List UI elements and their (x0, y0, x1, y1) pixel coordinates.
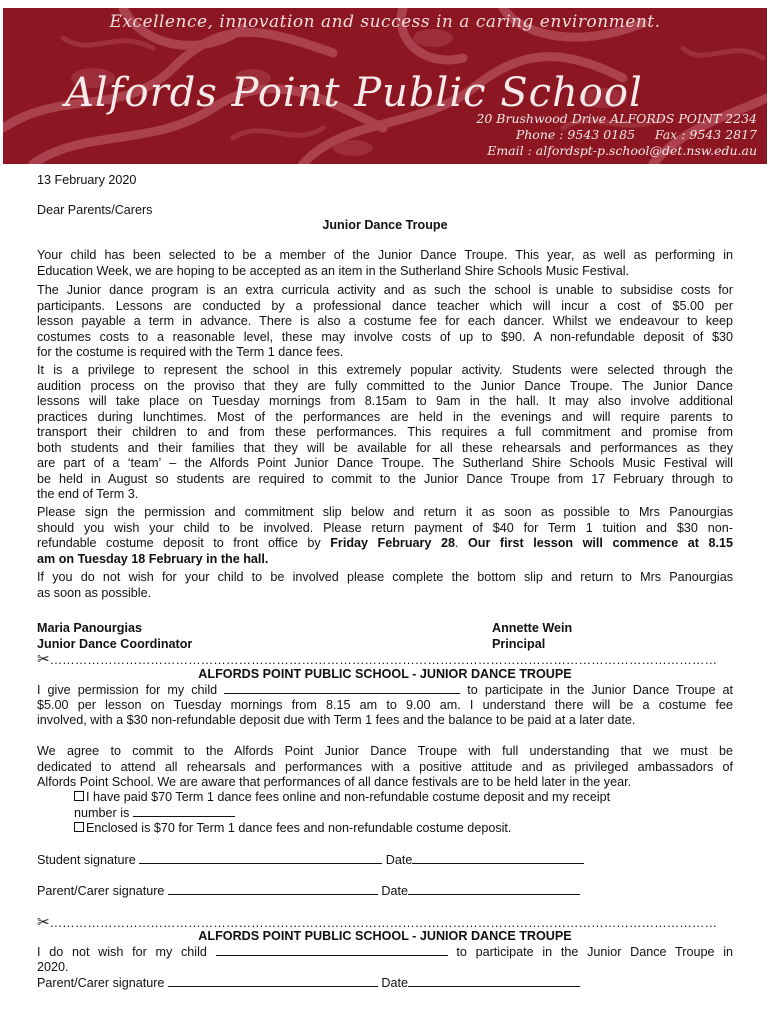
coordinator-role: Junior Dance Coordinator (37, 637, 193, 651)
text-line: are part of a ‘team’ – the Alfords Point Junior Dance Troupe. The Sutherland Shire Schools Music Festival will (37, 456, 733, 470)
date-label: Date (381, 884, 409, 898)
scissors-icon: ✂ (37, 914, 50, 931)
dotted-line: …………………………………………………………………………………………………………………………………………… (49, 653, 718, 667)
paragraph-3 (37, 363, 733, 503)
text-line: practices during lunchtimes. Most of the performances are held in the evenings and will require parents to (37, 409, 733, 424)
school-banner (3, 8, 767, 164)
text-line: costumes costs to a reasonable level, these may involve costs of up to $90. A non-refundable deposit of $30 (37, 329, 733, 344)
school-address: 20 Brushwood Drive ALFORDS POINT 2234 (476, 111, 757, 126)
student-signature-field[interactable] (139, 852, 382, 864)
text-line: Your child has been selected to be a member of the Junior Dance Troupe. This year, as well as performing in (37, 248, 733, 262)
principal-role: Principal (492, 637, 546, 651)
text-line (37, 536, 733, 552)
school-phone-fax (516, 127, 757, 142)
receipt-number-row (74, 805, 235, 822)
text-line: It is a privilege to represent the school in this extremely popular activity. Students were selected through the (37, 363, 733, 377)
text-line: Please sign the permission and commitment slip below and return it as soon as possible to Mrs Panourgias (37, 505, 733, 519)
text-line: dedicated to attend all rehearsals and performances with a positive attitude and as privileged ambassadors of (37, 759, 733, 774)
text-line: The Junior dance program is an extra curricula activity and as such the school is unable to subsidise costs for (37, 283, 733, 297)
parent-date-field[interactable] (408, 883, 580, 895)
text-line: transport their children to and from these performances. This requires a full commitment and promise from (37, 425, 733, 439)
paragraph-5 (37, 570, 733, 601)
decline-text: to participate in the Junior Dance Troupe in (456, 945, 733, 959)
text-line (37, 944, 733, 960)
option-paid-online[interactable] (74, 790, 610, 806)
text-line: as soon as possible. (37, 585, 152, 600)
permission-label: I give permission for my child (37, 683, 218, 697)
payment-deadline: Friday February 28 (330, 536, 455, 550)
option-text: Enclosed is $70 for Term 1 dance fees and non-refundable costume deposit. (86, 821, 512, 835)
receipt-label: number is (74, 806, 130, 820)
text-line: involved, with a $30 non-refundable deposit due with Term 1 fees and the balance to be paid at a later date. (37, 713, 636, 727)
decline-parent-signature-field[interactable] (168, 975, 378, 987)
text-fragment: . (454, 536, 468, 550)
text-line: should you wish your child to be involved. Please return payment of $40 for Term 1 tuition and $30 non- (37, 520, 733, 535)
decline-date-field[interactable] (408, 975, 580, 987)
paragraph-4 (37, 505, 733, 567)
text-line: Education Week, we are hoping to be accepted as an item in the Sutherland Shire Schools Music Festival. (37, 263, 630, 278)
text-line: If you do not wish for your child to be involved please complete the bottom slip and return to Mrs Panourgias (37, 570, 733, 584)
text-line: participants. Lessons are conducted by a professional dance teacher which will incur a cost of $5.00 per (37, 298, 733, 313)
letter-date: 13 February 2020 (37, 173, 137, 187)
cut-line (37, 650, 733, 668)
first-lesson-date: am on Tuesday 18 February in the hall. (37, 551, 269, 566)
school-email: Email : alfordspt-p.school@det.nsw.edu.au (487, 143, 757, 158)
coordinator-name: Maria Panourgias (37, 621, 142, 635)
agreement-paragraph (37, 744, 733, 791)
text-line: $5.00 per lesson on Tuesday mornings from 8.15 am to 9.00 am. I understand there will be a costume fee (37, 697, 733, 712)
text-line: 2020. (37, 959, 69, 974)
checkbox-enclosed[interactable] (74, 822, 84, 832)
text-line: the end of Term 3. (37, 487, 139, 501)
text-line: Alfords Point School. We are aware that performances of all dance festivals are to be held later in the year. (37, 775, 632, 789)
option-text: I have paid $70 Term 1 dance fees online and non-refundable costume deposit and my receipt (86, 790, 611, 804)
slip-heading: ALFORDS POINT PUBLIC SCHOOL - JUNIOR DANCE TROUPE (198, 667, 572, 681)
school-phone: Phone : 9543 0185 (515, 127, 636, 142)
decline-paragraph (37, 944, 733, 975)
parent-signature-label: Parent/Carer signature (37, 884, 165, 898)
school-fax: Fax : 9543 2817 (654, 127, 757, 142)
first-lesson-notice: Our first lesson will commence at 8.15 (468, 536, 733, 550)
date-label: Date (381, 976, 409, 990)
letter-title: Junior Dance Troupe (322, 218, 448, 232)
student-date-field[interactable] (412, 852, 584, 864)
dotted-line: …………………………………………………………………………………………………………………………………………… (49, 916, 718, 930)
decline-label: I do not wish for my child (37, 945, 207, 959)
school-name: Alfords Point Public School (65, 70, 643, 116)
parent-signature-row (37, 883, 580, 900)
text-line: audition process on the proviso that they are fully committed to the Junior Dance Troupe. The Junior Dance (37, 378, 733, 393)
decline-parent-signature-row (37, 975, 580, 992)
text-line: both students and their families that they will be available for all these rehearsals and performances as they (37, 440, 733, 455)
text-line: lessons will take place on Tuesday mornings from 8.15am to 9am in the hall. It may also involve additional (37, 394, 733, 408)
text-line: We agree to commit to the Alfords Point Junior Dance Troupe with full understanding that we must be (37, 744, 733, 758)
principal-name: Annette Wein (492, 621, 573, 635)
salutation: Dear Parents/Carers (37, 203, 153, 217)
paragraph-1 (37, 248, 733, 279)
text-line (37, 682, 733, 698)
permission-text: to participate in the Junior Dance Troupe at (467, 683, 734, 697)
text-fragment: refundable costume deposit to front office by (37, 536, 331, 550)
receipt-number-field[interactable] (133, 805, 235, 817)
student-signature-label: Student signature (37, 853, 136, 867)
parent-signature-field[interactable] (168, 883, 378, 895)
decline-child-name-field[interactable] (216, 944, 448, 956)
paragraph-2 (37, 283, 733, 361)
scissors-icon: ✂ (37, 651, 50, 668)
student-signature-row (37, 852, 584, 869)
school-motto: Excellence, innovation and success in a caring environment. (109, 12, 661, 32)
date-label: Date (385, 853, 413, 867)
slip-heading: ALFORDS POINT PUBLIC SCHOOL - JUNIOR DANCE TROUPE (198, 929, 572, 943)
child-name-field[interactable] (224, 682, 460, 694)
option-enclosed[interactable] (74, 821, 511, 837)
text-line: for the costume is required with the Term 1 dance fees. (37, 345, 344, 359)
parent-signature-label: Parent/Carer signature (37, 976, 165, 990)
text-line: lesson payable a term in advance. There is also a costume fee for each dancer. Whilst we endeavour to keep (37, 314, 733, 328)
text-line: be held in August so students are required to commit to the Junior Dance Troupe from 17 February through to (37, 471, 733, 486)
checkbox-paid-online[interactable] (74, 791, 84, 801)
permission-paragraph (37, 682, 733, 729)
